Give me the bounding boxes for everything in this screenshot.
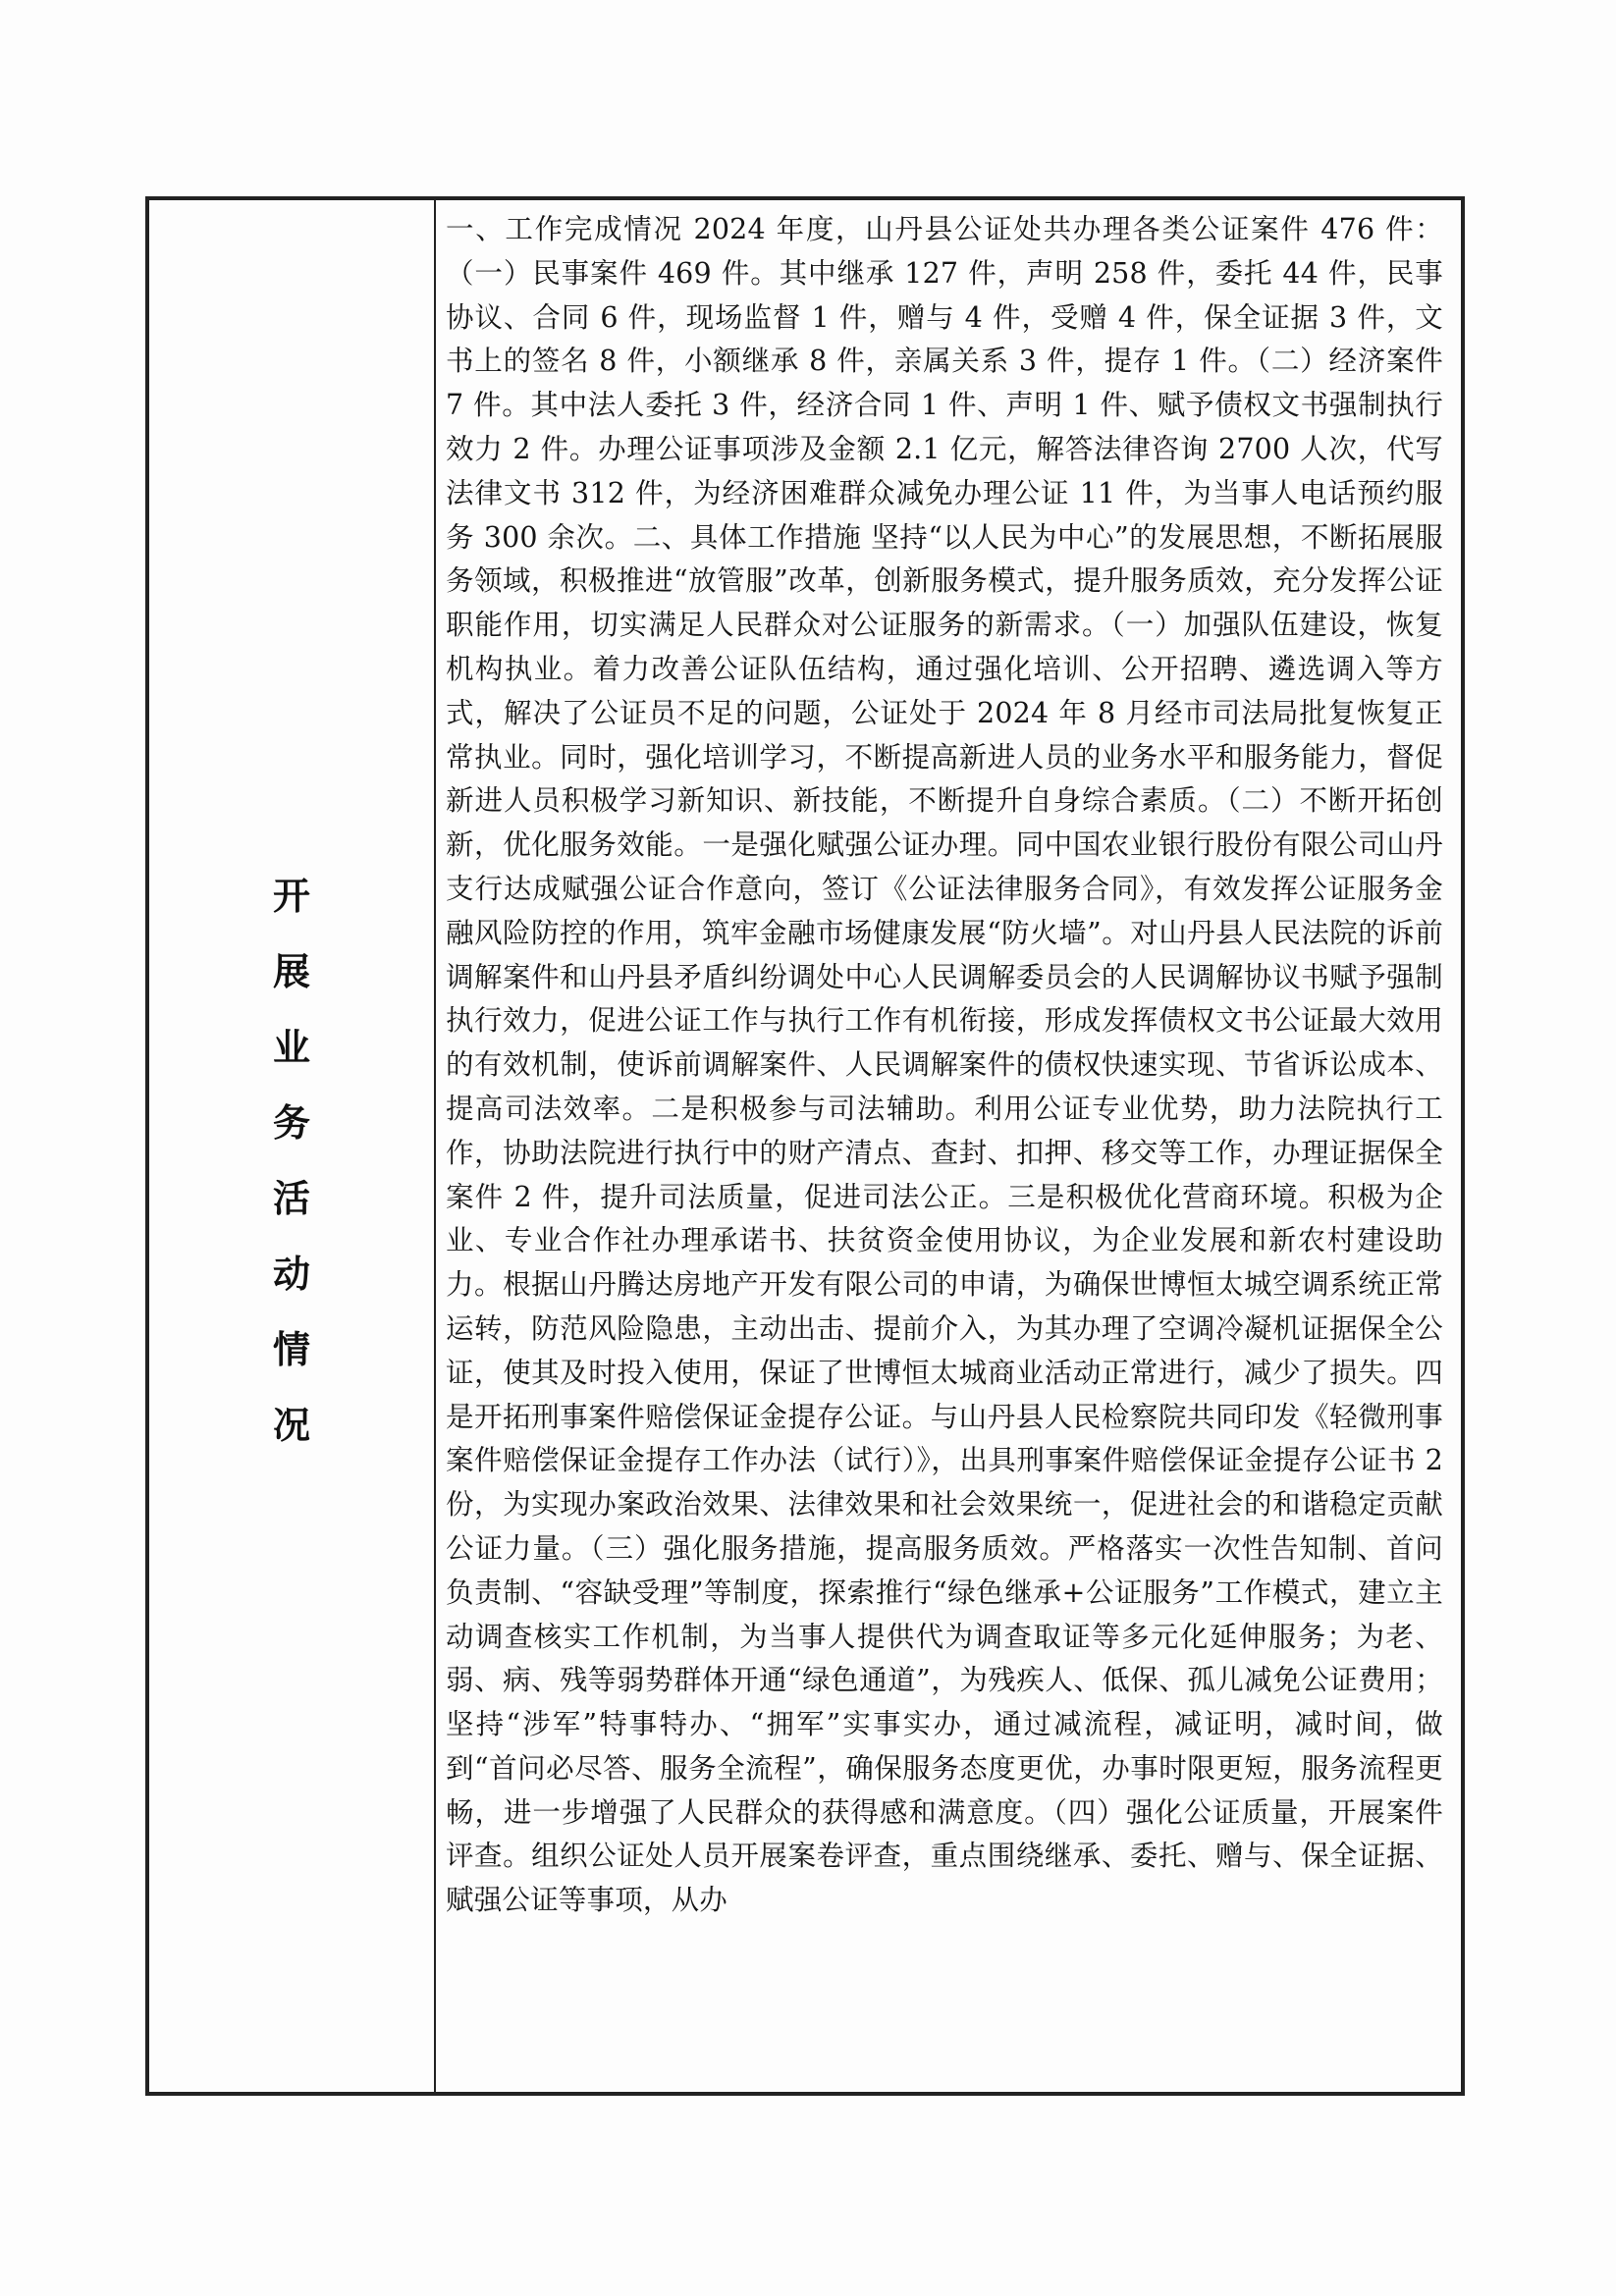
form-table	[145, 196, 1465, 2096]
section-label-char: 务	[272, 1100, 310, 1145]
section-label-char: 情	[272, 1327, 310, 1371]
section-label-char: 况	[272, 1403, 310, 1447]
section-label-char: 展	[272, 949, 310, 993]
business-activity-text: 一、工作完成情况 2024 年度，山丹县公证处共办理各类公证案件 476 件：（一）民事案件 469 件。其中继承 127 件，声明 258 件，委托 44 件，民事协议、合同 6 件，现场监督 1 件，赠与 4 件，受赠 4 件，保全证据 3 件，文书上的签名 8 件，小额继承 8 件，亲属关系 3 件，提存 1 件。（二）经济案件 7 件。其中法人委托 3 件，经济合同 1 件、声明 1 件、赋予债权文书强制执行效力 2 件。办理公证事项涉及金额 2.1 亿元，解答法律咨询 2700 人次，代写法律文书 312 件，为经济困难群众减免办理公证 11 件，为当事人电话预约服务 300 余次。二、具体工作措施 坚持“以人民为中心”的发展思想，不断拓展服务领域，积极推进“放管服”改革，创新服务模式，提升服务质效，充分发挥公证职能作用，切实满足人民群众对公证服务的新需求。（一）加强队伍建设，恢复机构执业。着力改善公证队伍结构，通过强化培训、公开招聘、遴选调入等方式，解决了公证员不足的问题，公证处于 2024 年 8 月经市司法局批复恢复正常执业。同时，强化培训学习，不断提高新进人员的业务水平和服务能力，督促新进人员积极学习新知识、新技能，不断提升自身综合素质。（二）不断开拓创新，优化服务效能。一是强化赋强公证办理。同中国农业银行股份有限公司山丹支行达成赋强公证合作意向，签订《公证法律服务合同》，有效发挥公证服务金融风险防控的作用，筑牢金融市场健康发展“防火墙”。对山丹县人民法院的诉前调解案件和山丹县矛盾纠纷调处中心人民调解委员会的人民调解协议书赋予强制执行效力，促进公证工作与执行工作有机衔接，形成发挥债权文书公证最大效用的有效机制，使诉前调解案件、人民调解案件的债权快速实现、节省诉讼成本、提高司法效率。二是积极参与司法辅助。利用公证专业优势，助力法院执行工作，协助法院进行执行中的财产清点、查封、扣押、移交等工作，办理证据保全案件 2 件，提升司法质量，促进司法公正。三是积极优化营商环境。积极为企业、专业合作社办理承诺书、扶贫资金使用协议，为企业发展和新农村建设助力。根据山丹腾达房地产开发有限公司的申请，为确保世博恒太城空调系统正常运转，防范风险隐患，主动出击、提前介入，为其办理了空调冷凝机证据保全公证，使其及时投入使用，保证了世博恒太城商业活动正常进行，减少了损失。四是开拓刑事案件赔偿保证金提存公证。与山丹县人民检察院共同印发《轻微刑事案件赔偿保证金提存工作办法（试行）》，出具刑事案件赔偿保证金提存公证书 2 份，为实现办案政治效果、法律效果和社会效果统一，促进社会的和谐稳定贡献公证力量。（三）强化服务措施，提高服务质效。严格落实一次性告知制、首问负责制、“容缺受理”等制度，探索推行“绿色继承+公证服务”工作模式，建立主动调查核实工作机制，为当事人提供代为调查取证等多元化延伸服务；为老、弱、病、残等弱势群体开通“绿色通道”，为残疾人、低保、孤儿减免公证费用；坚持“涉军”特事特办、“拥军”实事实办，通过减流程，减证明，减时间，做到“首问必尽答、服务全流程”，确保服务态度更优，办事时限更短，服务流程更畅，进一步增强了人民群众的获得感和满意度。（四）强化公证质量，开展案件评查。组织公证处人员开展案卷评查，重点围绕继承、委托、赠与、保全证据、赋强公证等事项，从办	[446, 213, 1444, 1917]
section-label-char: 开	[272, 874, 310, 918]
section-label-char: 活	[272, 1176, 310, 1220]
section-label-char: 业	[272, 1025, 310, 1069]
section-label-cell	[149, 200, 436, 2092]
content-cell	[436, 200, 1461, 2092]
section-label-char: 动	[272, 1252, 310, 1296]
